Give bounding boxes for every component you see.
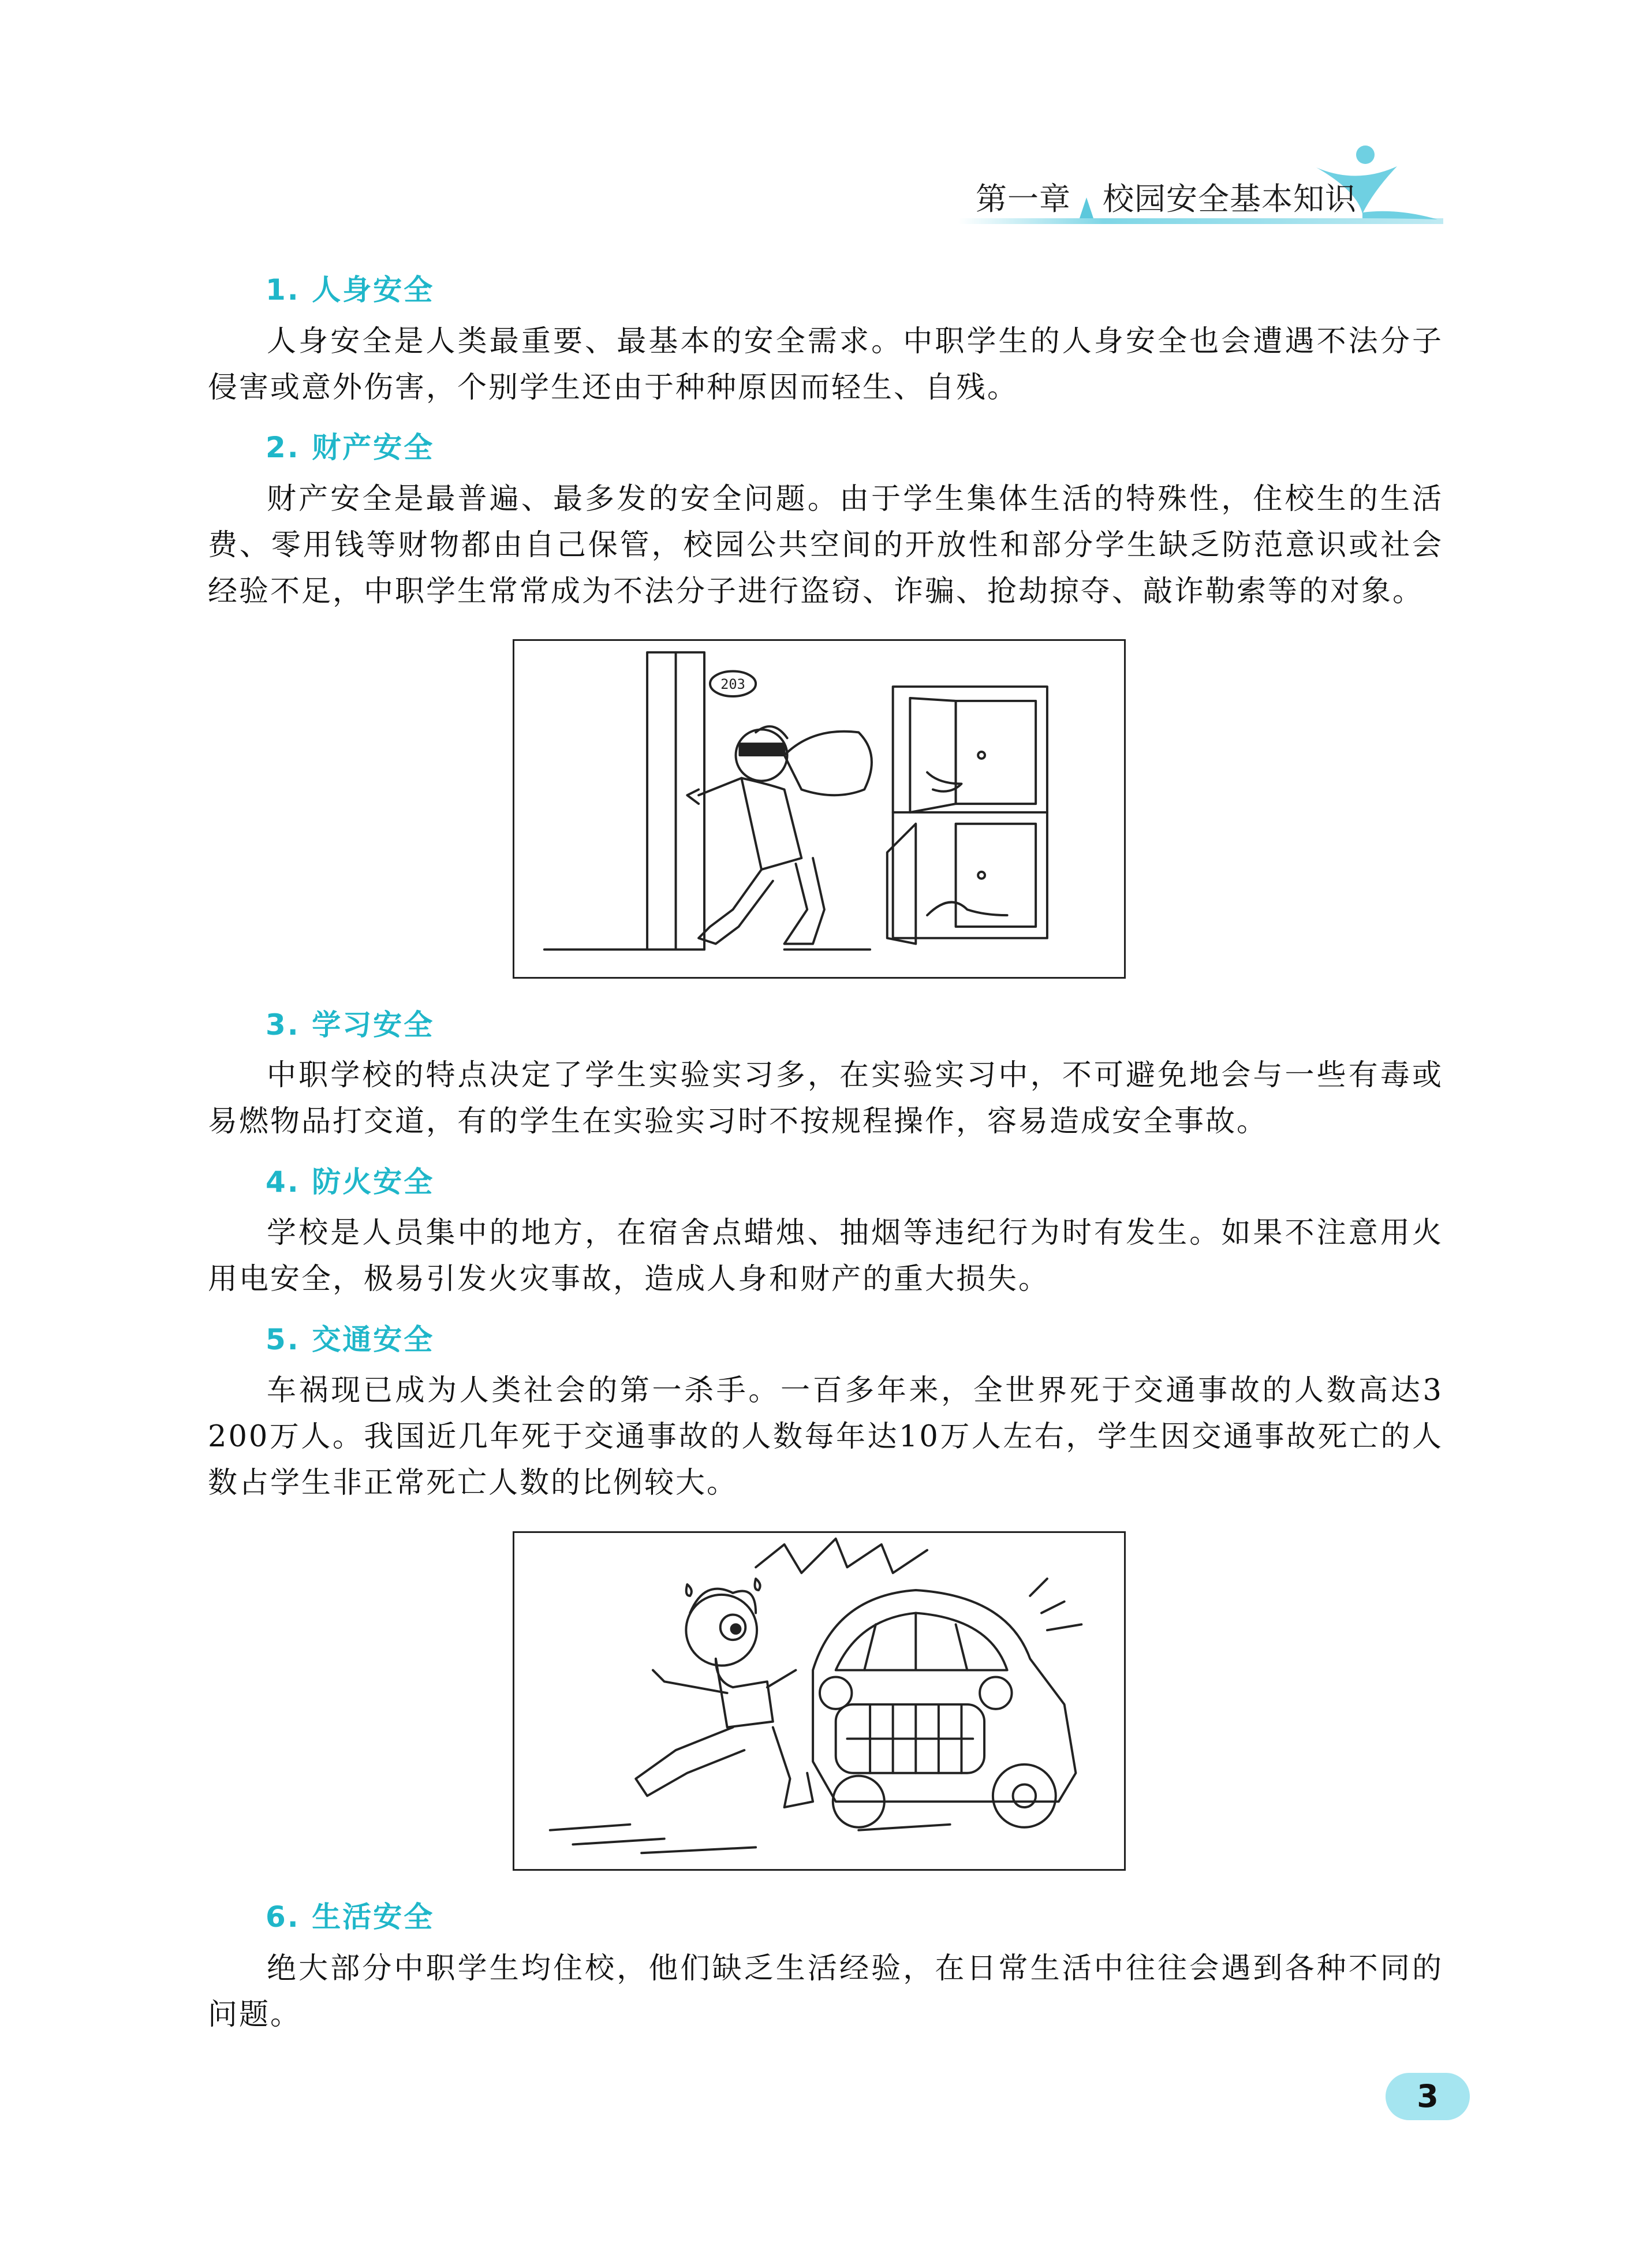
section-text-fire-safety: 学校是人员集中的地方，在宿舍点蜡烛、抽烟等违纪行为时有发生。如果不注意用火用电安全，极易引发火灾事故，造成人身和财产的重大损失。 (208, 1216, 1443, 1296)
section-heading-fire-safety: 4. 防火安全 (266, 1165, 435, 1199)
impact-lines (756, 1539, 927, 1573)
door-frame (647, 652, 675, 950)
section-text-traffic-safety: 车祸现已成为人类社会的第一杀手。一百多年来，全世界死于交通事故的人数高达3 200万人。我国近几年死于交通事故的人数每年达10万人左右，学生因交通事故死亡的人数占学生非正常死亡人数的比例较大。 (208, 1374, 1443, 1500)
section-text-life-safety: 绝大部分中职学生均住校，他们缺乏生活经验，在日常生活中往往会遇到各种不同的问题。 (208, 1952, 1443, 2032)
door-edge (676, 652, 704, 950)
locker-cabinet (887, 687, 1047, 943)
section-heading-life-safety: 6. 生活安全 (266, 1900, 435, 1934)
thief-illustration (513, 639, 1126, 979)
section-text-personal-safety: 人身安全是人类最重要、最基本的安全需求。中职学生的人身安全也会遭遇不法分子侵害或意外伤害，个别学生还由于种种原因而轻生、自残。 (208, 324, 1443, 405)
chapter-label: 第一章 (976, 181, 1071, 217)
section-heading-study-safety: 3. 学习安全 (266, 1008, 435, 1042)
section-text-property-safety: 财产安全是最普遍、最多发的安全问题。由于学生集体生活的特殊性，住校生的生活费、零用钱等财物都由自己保管，校园公共空间的开放性和部分学生缺乏防范意识或社会经验不足，中职学生常常成为不法分子进行盗窃、诈骗、抢劫掠夺、敲诈勒索等的对象。 (208, 482, 1443, 609)
section-heading-personal-safety: 1. 人身安全 (266, 273, 435, 307)
page-number: 3 (1386, 2073, 1470, 2120)
thief-figure (687, 726, 872, 944)
section-heading-traffic-safety: 5. 交通安全 (266, 1323, 435, 1356)
running-header (958, 144, 1443, 231)
road-lines (550, 1825, 950, 1853)
section-heading-property-safety: 2. 财产安全 (266, 431, 435, 464)
chapter-title: 校园安全基本知识 (1103, 181, 1357, 217)
section-text-study-safety: 中职学校的特点决定了学生实验实习多，在实验实习中，不可避免地会与一些有毒或易燃物品打交道，有的学生在实验实习时不按规程操作，容易造成安全事故。 (208, 1058, 1443, 1139)
car-accident-illustration (513, 1531, 1126, 1871)
car-figure (813, 1590, 1076, 1827)
door-number: 203 (720, 676, 745, 693)
boy-figure (636, 1579, 813, 1807)
